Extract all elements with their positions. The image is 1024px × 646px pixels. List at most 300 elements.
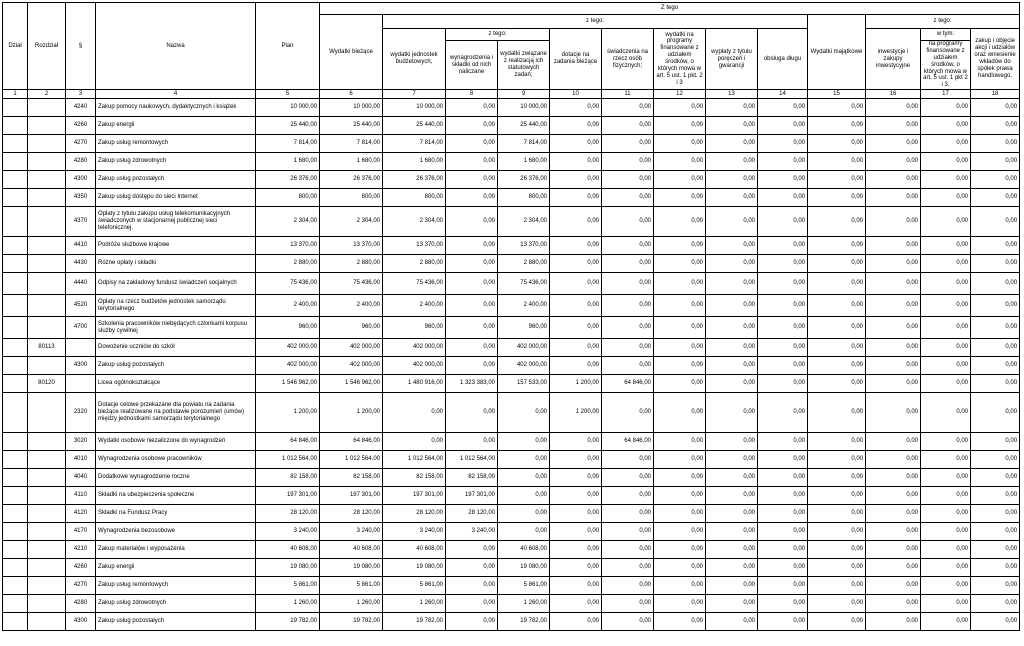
table-row	[3, 339, 1020, 357]
header-swiadczenia: świadczenia na rzecz osób fizycznych;	[602, 29, 654, 90]
table-row	[3, 153, 1020, 171]
cell-wydatki-programy: 0,00	[654, 317, 706, 339]
cell-wydatki-majatkowe: 0,00	[808, 237, 866, 255]
cell-paragraf: 4270	[66, 577, 96, 595]
cell-swiadczenia: 0,00	[602, 541, 654, 559]
table-row	[3, 595, 1020, 613]
cell-dzial	[3, 487, 28, 505]
cell-inwestycje: 0,00	[866, 559, 921, 577]
header-z-tego: Z tego	[320, 3, 1020, 15]
cell-wydatki-programy: 0,00	[654, 393, 706, 433]
cell-plan: 19 782,00	[256, 613, 320, 631]
cell-zakup-akcji: 0,00	[971, 295, 1020, 317]
cell-paragraf: 4350	[66, 189, 96, 207]
table-row	[3, 577, 1020, 595]
cell-rozdzial	[28, 153, 66, 171]
cell-wydatki-jednostek: 197 301,00	[383, 487, 446, 505]
table-row	[3, 135, 1020, 153]
column-number: 3	[66, 90, 96, 99]
cell-obsluga-dlugu: 0,00	[758, 339, 808, 357]
cell-wydatki-jednostek: 10 000,00	[383, 99, 446, 117]
cell-wydatki-zadania: 402 000,00	[498, 339, 550, 357]
cell-dzial	[3, 117, 28, 135]
cell-plan: 1 200,00	[256, 393, 320, 433]
cell-wyplaty-poreczen: 0,00	[706, 451, 758, 469]
cell-paragraf: 4210	[66, 541, 96, 559]
cell-wyplaty-poreczen: 0,00	[706, 595, 758, 613]
cell-wydatki-jednostek: 0,00	[383, 433, 446, 451]
cell-zakup-akcji: 0,00	[971, 357, 1020, 375]
cell-swiadczenia: 0,00	[602, 171, 654, 189]
table-row	[3, 433, 1020, 451]
cell-dotacje: 0,00	[550, 153, 602, 171]
cell-wydatki-majatkowe: 0,00	[808, 339, 866, 357]
cell-wydatki-jednostek: 402 000,00	[383, 357, 446, 375]
cell-zakup-akcji: 0,00	[971, 375, 1020, 393]
cell-plan: 64 846,00	[256, 433, 320, 451]
cell-zakup-akcji: 0,00	[971, 317, 1020, 339]
cell-paragraf: 4280	[66, 595, 96, 613]
cell-rozdzial	[28, 135, 66, 153]
cell-wynagrodzenia: 0,00	[446, 207, 498, 237]
cell-paragraf: 4300	[66, 613, 96, 631]
cell-programy-majatkowe: 0,00	[921, 613, 971, 631]
cell-wydatki-programy: 0,00	[654, 189, 706, 207]
cell-nazwa: Zakup pomocy naukowych, dydaktycznych i książek	[96, 99, 256, 117]
cell-swiadczenia: 0,00	[602, 255, 654, 273]
cell-plan: 2 880,00	[256, 255, 320, 273]
cell-wydatki-majatkowe: 0,00	[808, 317, 866, 339]
column-numbers-row	[3, 90, 1020, 99]
cell-dotacje: 0,00	[550, 237, 602, 255]
cell-inwestycje: 0,00	[866, 375, 921, 393]
table-row	[3, 117, 1020, 135]
cell-wydatki-jednostek: 960,00	[383, 317, 446, 339]
cell-wydatki-majatkowe: 0,00	[808, 541, 866, 559]
cell-nazwa: Składki na ubezpieczenia społeczne	[96, 487, 256, 505]
header-z-tego-biezace: z tego:	[383, 15, 808, 29]
column-number: 10	[550, 90, 602, 99]
cell-wydatki-programy: 0,00	[654, 613, 706, 631]
cell-wydatki-majatkowe: 0,00	[808, 207, 866, 237]
cell-wydatki-biezace: 197 301,00	[320, 487, 383, 505]
column-number: 15	[808, 90, 866, 99]
cell-dotacje: 0,00	[550, 541, 602, 559]
cell-wynagrodzenia: 1 323 383,00	[446, 375, 498, 393]
cell-dotacje: 0,00	[550, 487, 602, 505]
cell-paragraf: 4260	[66, 117, 96, 135]
column-number: 7	[383, 90, 446, 99]
cell-wydatki-programy: 0,00	[654, 541, 706, 559]
cell-dzial	[3, 523, 28, 541]
cell-wynagrodzenia: 0,00	[446, 99, 498, 117]
cell-zakup-akcji: 0,00	[971, 393, 1020, 433]
cell-swiadczenia: 0,00	[602, 357, 654, 375]
cell-rozdzial	[28, 117, 66, 135]
cell-zakup-akcji: 0,00	[971, 171, 1020, 189]
table-row	[3, 541, 1020, 559]
cell-dotacje: 0,00	[550, 189, 602, 207]
cell-zakup-akcji: 0,00	[971, 451, 1020, 469]
cell-programy-majatkowe: 0,00	[921, 433, 971, 451]
table-row	[3, 375, 1020, 393]
cell-wyplaty-poreczen: 0,00	[706, 357, 758, 375]
cell-dzial	[3, 393, 28, 433]
cell-wydatki-biezace: 402 000,00	[320, 357, 383, 375]
header-w-tym: w tym:	[921, 29, 971, 41]
cell-nazwa: Zakup usług pozostałych	[96, 613, 256, 631]
cell-programy-majatkowe: 0,00	[921, 505, 971, 523]
cell-zakup-akcji: 0,00	[971, 559, 1020, 577]
cell-plan: 402 000,00	[256, 357, 320, 375]
cell-dzial	[3, 295, 28, 317]
cell-paragraf: 4280	[66, 153, 96, 171]
cell-programy-majatkowe: 0,00	[921, 469, 971, 487]
cell-dotacje: 0,00	[550, 469, 602, 487]
header-dzial: Dział	[3, 3, 28, 90]
cell-wydatki-jednostek: 1 260,00	[383, 595, 446, 613]
header-programy-majatkowe: na programy finansowane z udziałem środków, o których mowa w art. 5 ust. 1 pkt 2 i 3,	[921, 41, 971, 90]
cell-rozdzial	[28, 207, 66, 237]
cell-wydatki-programy: 0,00	[654, 595, 706, 613]
cell-swiadczenia: 0,00	[602, 505, 654, 523]
cell-wydatki-zadania: 25 440,00	[498, 117, 550, 135]
table-row	[3, 171, 1020, 189]
cell-wydatki-majatkowe: 0,00	[808, 357, 866, 375]
cell-wydatki-jednostek: 800,00	[383, 189, 446, 207]
cell-obsluga-dlugu: 0,00	[758, 523, 808, 541]
cell-paragraf: 4240	[66, 99, 96, 117]
cell-inwestycje: 0,00	[866, 469, 921, 487]
cell-wydatki-biezace: 2 880,00	[320, 255, 383, 273]
cell-wyplaty-poreczen: 0,00	[706, 295, 758, 317]
cell-inwestycje: 0,00	[866, 295, 921, 317]
cell-swiadczenia: 0,00	[602, 393, 654, 433]
header-wydatki-biezace: Wydatki bieżące	[320, 15, 383, 90]
cell-wynagrodzenia: 0,00	[446, 433, 498, 451]
cell-paragraf: 4410	[66, 237, 96, 255]
cell-wydatki-zadania: 800,00	[498, 189, 550, 207]
cell-swiadczenia: 0,00	[602, 99, 654, 117]
cell-obsluga-dlugu: 0,00	[758, 153, 808, 171]
cell-obsluga-dlugu: 0,00	[758, 189, 808, 207]
cell-wynagrodzenia: 0,00	[446, 339, 498, 357]
cell-wyplaty-poreczen: 0,00	[706, 469, 758, 487]
cell-wydatki-biezace: 13 370,00	[320, 237, 383, 255]
cell-paragraf	[66, 375, 96, 393]
cell-wydatki-majatkowe: 0,00	[808, 487, 866, 505]
header-paragraf: §	[66, 3, 96, 90]
cell-zakup-akcji: 0,00	[971, 541, 1020, 559]
cell-nazwa: Zakup energii	[96, 117, 256, 135]
cell-programy-majatkowe: 0,00	[921, 117, 971, 135]
table-row	[3, 295, 1020, 317]
cell-obsluga-dlugu: 0,00	[758, 613, 808, 631]
cell-wydatki-biezace: 40 608,00	[320, 541, 383, 559]
column-number: 18	[971, 90, 1020, 99]
cell-dotacje: 1 200,00	[550, 375, 602, 393]
cell-wydatki-majatkowe: 0,00	[808, 171, 866, 189]
cell-swiadczenia: 64 846,00	[602, 433, 654, 451]
cell-nazwa: Zakup materiałów i wyposażenia	[96, 541, 256, 559]
cell-wydatki-programy: 0,00	[654, 469, 706, 487]
table-row	[3, 613, 1020, 631]
column-number: 11	[602, 90, 654, 99]
cell-inwestycje: 0,00	[866, 135, 921, 153]
cell-nazwa: Wynagrodzenia osobowe pracowników	[96, 451, 256, 469]
cell-plan: 2 304,00	[256, 207, 320, 237]
cell-wydatki-jednostek: 13 370,00	[383, 237, 446, 255]
cell-plan: 402 000,00	[256, 339, 320, 357]
cell-rozdzial	[28, 523, 66, 541]
cell-plan: 82 158,00	[256, 469, 320, 487]
cell-paragraf: 4110	[66, 487, 96, 505]
cell-wydatki-zadania: 0,00	[498, 393, 550, 433]
cell-wydatki-zadania: 0,00	[498, 451, 550, 469]
cell-wyplaty-poreczen: 0,00	[706, 99, 758, 117]
header-obsluga-dlugu: obsługa długu	[758, 29, 808, 90]
cell-programy-majatkowe: 0,00	[921, 171, 971, 189]
cell-dzial	[3, 207, 28, 237]
cell-wynagrodzenia: 0,00	[446, 595, 498, 613]
cell-nazwa: Dowożenie uczniów do szkół	[96, 339, 256, 357]
cell-rozdzial	[28, 595, 66, 613]
cell-wydatki-biezace: 800,00	[320, 189, 383, 207]
cell-programy-majatkowe: 0,00	[921, 595, 971, 613]
cell-obsluga-dlugu: 0,00	[758, 207, 808, 237]
cell-wydatki-zadania: 26 376,00	[498, 171, 550, 189]
cell-zakup-akcji: 0,00	[971, 523, 1020, 541]
cell-plan: 1 012 564,00	[256, 451, 320, 469]
cell-wydatki-biezace: 19 080,00	[320, 559, 383, 577]
cell-wydatki-zadania: 2 400,00	[498, 295, 550, 317]
cell-rozdzial	[28, 273, 66, 295]
cell-rozdzial	[28, 487, 66, 505]
cell-paragraf: 4010	[66, 451, 96, 469]
cell-wydatki-majatkowe: 0,00	[808, 559, 866, 577]
cell-swiadczenia: 0,00	[602, 317, 654, 339]
table-row	[3, 189, 1020, 207]
cell-wydatki-programy: 0,00	[654, 375, 706, 393]
cell-zakup-akcji: 0,00	[971, 99, 1020, 117]
header-wydatki-zadania: wydatki związane z realizacją ich statutowych zadań;	[498, 41, 550, 90]
cell-wynagrodzenia: 0,00	[446, 189, 498, 207]
cell-wydatki-programy: 0,00	[654, 577, 706, 595]
cell-nazwa: Dotacje celowe przekazane dla powiatu na zadania bieżące realizowane na podstawie porozumień (umów) między jednostkami samorządu terytorialnego	[96, 393, 256, 433]
cell-wyplaty-poreczen: 0,00	[706, 339, 758, 357]
cell-zakup-akcji: 0,00	[971, 273, 1020, 295]
cell-dotacje: 0,00	[550, 339, 602, 357]
column-number: 8	[446, 90, 498, 99]
cell-wydatki-programy: 0,00	[654, 559, 706, 577]
cell-programy-majatkowe: 0,00	[921, 99, 971, 117]
cell-obsluga-dlugu: 0,00	[758, 135, 808, 153]
cell-nazwa: Zakup usług pozostałych	[96, 357, 256, 375]
header-z-tego-jednostek: z tego:	[446, 29, 550, 41]
cell-programy-majatkowe: 0,00	[921, 357, 971, 375]
cell-nazwa: Licea ogólnokształcące	[96, 375, 256, 393]
cell-wydatki-majatkowe: 0,00	[808, 99, 866, 117]
cell-wynagrodzenia: 82 158,00	[446, 469, 498, 487]
cell-zakup-akcji: 0,00	[971, 237, 1020, 255]
cell-wydatki-biezace: 75 436,00	[320, 273, 383, 295]
cell-wydatki-biezace: 1 260,00	[320, 595, 383, 613]
cell-zakup-akcji: 0,00	[971, 153, 1020, 171]
cell-wydatki-zadania: 960,00	[498, 317, 550, 339]
cell-inwestycje: 0,00	[866, 237, 921, 255]
cell-wydatki-programy: 0,00	[654, 135, 706, 153]
cell-wydatki-programy: 0,00	[654, 153, 706, 171]
cell-dzial	[3, 189, 28, 207]
cell-rozdzial	[28, 451, 66, 469]
cell-paragraf: 4440	[66, 273, 96, 295]
cell-wydatki-programy: 0,00	[654, 451, 706, 469]
cell-plan: 25 440,00	[256, 117, 320, 135]
cell-dotacje: 0,00	[550, 613, 602, 631]
cell-swiadczenia: 0,00	[602, 613, 654, 631]
cell-wyplaty-poreczen: 0,00	[706, 487, 758, 505]
cell-wydatki-majatkowe: 0,00	[808, 153, 866, 171]
cell-wydatki-biezace: 3 240,00	[320, 523, 383, 541]
cell-inwestycje: 0,00	[866, 505, 921, 523]
cell-programy-majatkowe: 0,00	[921, 559, 971, 577]
cell-wydatki-programy: 0,00	[654, 433, 706, 451]
cell-wydatki-jednostek: 5 861,00	[383, 577, 446, 595]
table-header	[3, 3, 1020, 99]
cell-wydatki-zadania: 0,00	[498, 505, 550, 523]
cell-plan: 960,00	[256, 317, 320, 339]
column-number: 17	[921, 90, 971, 99]
cell-wydatki-jednostek: 1 012 564,00	[383, 451, 446, 469]
cell-wydatki-zadania: 13 370,00	[498, 237, 550, 255]
cell-wydatki-programy: 0,00	[654, 237, 706, 255]
cell-wynagrodzenia: 0,00	[446, 393, 498, 433]
cell-obsluga-dlugu: 0,00	[758, 505, 808, 523]
header-wynagrodzenia: wynagrodzenia i składki od nich naliczane	[446, 41, 498, 90]
cell-swiadczenia: 0,00	[602, 117, 654, 135]
cell-wyplaty-poreczen: 0,00	[706, 189, 758, 207]
cell-wydatki-programy: 0,00	[654, 487, 706, 505]
cell-obsluga-dlugu: 0,00	[758, 295, 808, 317]
cell-zakup-akcji: 0,00	[971, 135, 1020, 153]
cell-wydatki-majatkowe: 0,00	[808, 451, 866, 469]
cell-zakup-akcji: 0,00	[971, 433, 1020, 451]
cell-obsluga-dlugu: 0,00	[758, 541, 808, 559]
cell-wyplaty-poreczen: 0,00	[706, 117, 758, 135]
table-row	[3, 393, 1020, 433]
cell-zakup-akcji: 0,00	[971, 487, 1020, 505]
cell-programy-majatkowe: 0,00	[921, 189, 971, 207]
header-nazwa: Nazwa	[96, 3, 256, 90]
cell-programy-majatkowe: 0,00	[921, 135, 971, 153]
cell-wynagrodzenia: 0,00	[446, 559, 498, 577]
cell-inwestycje: 0,00	[866, 255, 921, 273]
cell-swiadczenia: 0,00	[602, 207, 654, 237]
cell-dotacje: 0,00	[550, 433, 602, 451]
cell-wydatki-jednostek: 26 376,00	[383, 171, 446, 189]
cell-programy-majatkowe: 0,00	[921, 541, 971, 559]
cell-wydatki-biezace: 26 376,00	[320, 171, 383, 189]
cell-zakup-akcji: 0,00	[971, 613, 1020, 631]
cell-dzial	[3, 541, 28, 559]
cell-rozdzial	[28, 255, 66, 273]
column-number: 14	[758, 90, 808, 99]
cell-wydatki-biezace: 64 846,00	[320, 433, 383, 451]
cell-plan: 7 814,00	[256, 135, 320, 153]
cell-plan: 10 000,00	[256, 99, 320, 117]
cell-plan: 19 080,00	[256, 559, 320, 577]
cell-wydatki-jednostek: 3 240,00	[383, 523, 446, 541]
cell-rozdzial	[28, 577, 66, 595]
cell-inwestycje: 0,00	[866, 189, 921, 207]
cell-paragraf: 4260	[66, 559, 96, 577]
table-row	[3, 469, 1020, 487]
cell-wydatki-majatkowe: 0,00	[808, 393, 866, 433]
cell-wydatki-jednostek: 7 814,00	[383, 135, 446, 153]
cell-plan: 26 376,00	[256, 171, 320, 189]
cell-wyplaty-poreczen: 0,00	[706, 541, 758, 559]
cell-obsluga-dlugu: 0,00	[758, 99, 808, 117]
cell-inwestycje: 0,00	[866, 541, 921, 559]
cell-wydatki-jednostek: 2 400,00	[383, 295, 446, 317]
cell-dotacje: 0,00	[550, 295, 602, 317]
table-row	[3, 523, 1020, 541]
cell-wydatki-biezace: 2 304,00	[320, 207, 383, 237]
cell-plan: 13 370,00	[256, 237, 320, 255]
cell-wyplaty-poreczen: 0,00	[706, 317, 758, 339]
cell-rozdzial	[28, 393, 66, 433]
cell-wydatki-jednostek: 0,00	[383, 393, 446, 433]
table-row	[3, 505, 1020, 523]
cell-plan: 5 861,00	[256, 577, 320, 595]
cell-rozdzial	[28, 189, 66, 207]
cell-wydatki-biezace: 1 012 564,00	[320, 451, 383, 469]
cell-programy-majatkowe: 0,00	[921, 317, 971, 339]
cell-dzial	[3, 469, 28, 487]
cell-rozdzial	[28, 317, 66, 339]
cell-dzial	[3, 559, 28, 577]
cell-swiadczenia: 0,00	[602, 339, 654, 357]
cell-plan: 75 436,00	[256, 273, 320, 295]
cell-inwestycje: 0,00	[866, 595, 921, 613]
cell-programy-majatkowe: 0,00	[921, 577, 971, 595]
cell-wynagrodzenia: 0,00	[446, 171, 498, 189]
cell-programy-majatkowe: 0,00	[921, 237, 971, 255]
cell-wydatki-biezace: 1 200,00	[320, 393, 383, 433]
cell-nazwa: Zakup energii	[96, 559, 256, 577]
cell-wydatki-majatkowe: 0,00	[808, 595, 866, 613]
cell-wydatki-majatkowe: 0,00	[808, 117, 866, 135]
cell-wydatki-programy: 0,00	[654, 207, 706, 237]
cell-wydatki-jednostek: 2 304,00	[383, 207, 446, 237]
cell-inwestycje: 0,00	[866, 433, 921, 451]
cell-zakup-akcji: 0,00	[971, 117, 1020, 135]
cell-nazwa: Zakup usług remontowych	[96, 135, 256, 153]
cell-rozdzial	[28, 237, 66, 255]
header-wydatki-programy: wydatki na programy finansowane z udziałem środków, o których mowa w art. 5 ust. 1 pkt. 2 i 3	[654, 29, 706, 90]
cell-wydatki-zadania: 0,00	[498, 433, 550, 451]
cell-zakup-akcji: 0,00	[971, 207, 1020, 237]
cell-wynagrodzenia: 0,00	[446, 273, 498, 295]
cell-plan: 800,00	[256, 189, 320, 207]
cell-paragraf: 3020	[66, 433, 96, 451]
cell-wyplaty-poreczen: 0,00	[706, 273, 758, 295]
cell-obsluga-dlugu: 0,00	[758, 433, 808, 451]
cell-wydatki-biezace: 82 158,00	[320, 469, 383, 487]
cell-wyplaty-poreczen: 0,00	[706, 153, 758, 171]
cell-swiadczenia: 0,00	[602, 273, 654, 295]
cell-wynagrodzenia: 28 120,00	[446, 505, 498, 523]
